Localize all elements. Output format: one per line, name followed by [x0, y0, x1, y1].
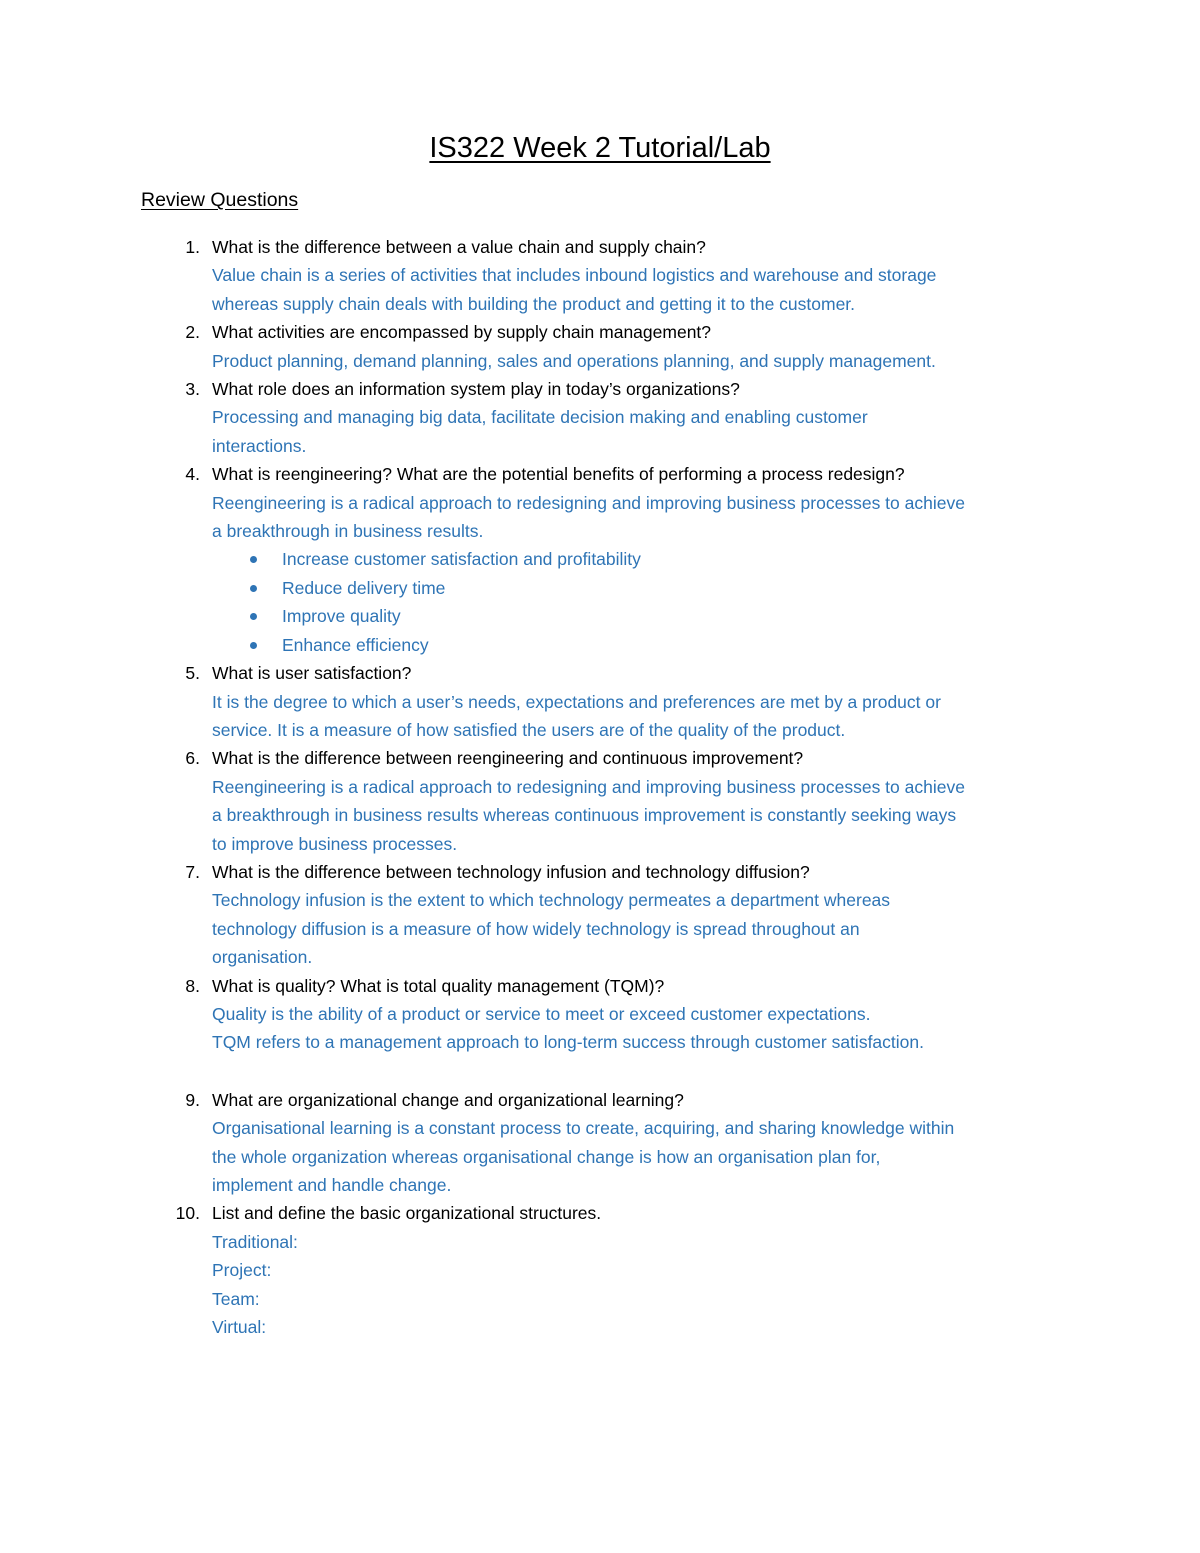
answer-line: Project: [212, 1260, 272, 1281]
question-text: What are organizational change and organizational learning? [212, 1089, 684, 1110]
answer-line: TQM refers to a management approach to long-term success through customer satisfaction. [212, 1032, 924, 1053]
question-item-4 [0, 460, 1200, 659]
answer-line: Processing and managing big data, facilitate decision making and enabling customer [212, 407, 868, 428]
benefit-item [282, 631, 1200, 659]
question-text: List and define the basic organizational structures. [212, 1203, 602, 1224]
question-number: 9. [185, 1089, 200, 1110]
answer-line: Virtual: [212, 1317, 267, 1338]
section-heading: Review Questions [141, 189, 299, 211]
question-number: 7. [185, 861, 200, 882]
question-item-5 [0, 659, 1200, 744]
answer-line: interactions. [212, 435, 307, 456]
bullet-icon [250, 613, 257, 620]
question-item-7 [0, 858, 1200, 972]
benefit-item [282, 574, 1200, 602]
answer-line: the whole organization whereas organisational change is how an organisation plan for, [212, 1146, 881, 1167]
question-item-9 [0, 1086, 1200, 1200]
answer-line: service. It is a measure of how satisfied the users are of the quality of the product. [212, 719, 846, 740]
answer-line: Reengineering is a radical approach to redesigning and improving business processes to achieve [212, 492, 965, 513]
question-text: What is the difference between reengineering and continuous improvement? [212, 748, 804, 769]
benefit-item [282, 602, 1200, 630]
bullet-icon [250, 585, 257, 592]
answer-line: whereas supply chain deals with building the product and getting it to the customer. [212, 293, 856, 314]
answer-line: Value chain is a series of activities that includes inbound logistics and warehouse and storage [212, 265, 937, 286]
question-item-10 [0, 1199, 1200, 1341]
benefit-text: Increase customer satisfaction and profitability [282, 549, 641, 570]
question-number: 6. [185, 748, 200, 769]
answer-line: Team: [212, 1288, 260, 1309]
answer-line: a breakthrough in business results whereas continuous improvement is constantly seeking ways [212, 805, 957, 826]
question-text: What is quality? What is total quality management (TQM)? [212, 975, 665, 996]
question-text: What is the difference between a value chain and supply chain? [212, 237, 706, 257]
benefit-list [0, 545, 1200, 659]
answer-line: Traditional: [212, 1231, 298, 1252]
answer-line: Quality is the ability of a product or service to meet or exceed customer expectations. [212, 1003, 871, 1024]
question-text: What is user satisfaction? [212, 663, 412, 684]
bullet-icon [250, 642, 257, 649]
question-item-8 [0, 972, 1200, 1086]
question-number: 3. [185, 379, 200, 400]
question-number: 4. [185, 464, 200, 485]
question-number: 1. [185, 237, 200, 257]
question-number: 2. [185, 322, 200, 343]
question-text: What activities are encompassed by supply chain management? [212, 322, 712, 343]
answer-line: Reengineering is a radical approach to redesigning and improving business processes to achieve [212, 776, 965, 797]
page-title: IS322 Week 2 Tutorial/Lab [429, 132, 771, 164]
answer-line: Technology infusion is the extent to which technology permeates a department whereas [212, 890, 891, 911]
question-item-6 [0, 744, 1200, 858]
question-number: 8. [185, 975, 200, 996]
answer-line: implement and handle change. [212, 1175, 452, 1195]
question-number: 10. [175, 1203, 200, 1224]
answer-line: Product planning, demand planning, sales and operations planning, and supply management. [212, 350, 936, 371]
answer-line: Organisational learning is a constant process to create, acquiring, and sharing knowledge within [212, 1118, 955, 1139]
benefit-text: Enhance efficiency [282, 634, 429, 655]
answer-line: technology diffusion is a measure of how widely technology is spread throughout an [212, 918, 860, 939]
answer-line: a breakthrough in business results. [212, 521, 484, 542]
question-number: 5. [185, 663, 200, 684]
answer-line: It is the degree to which a user’s needs, expectations and preferences are met by a product or [212, 691, 941, 712]
benefit-text: Reduce delivery time [282, 577, 446, 598]
question-text: What is the difference between technology infusion and technology diffusion? [212, 861, 810, 882]
question-item-2 [0, 318, 1200, 375]
question-item-3 [0, 375, 1200, 460]
question-text: What role does an information system play in today’s organizations? [212, 379, 740, 400]
answer-line: to improve business processes. [212, 833, 458, 854]
question-item-1 [0, 233, 1200, 318]
question-text: What is reengineering? What are the potential benefits of performing a process redesign? [212, 464, 905, 485]
benefit-item [282, 545, 1200, 573]
benefit-text: Improve quality [282, 606, 401, 627]
question-list [0, 233, 1200, 1341]
bullet-icon [250, 556, 257, 563]
answer-line: organisation. [212, 947, 313, 968]
spacer [0, 1057, 1200, 1086]
